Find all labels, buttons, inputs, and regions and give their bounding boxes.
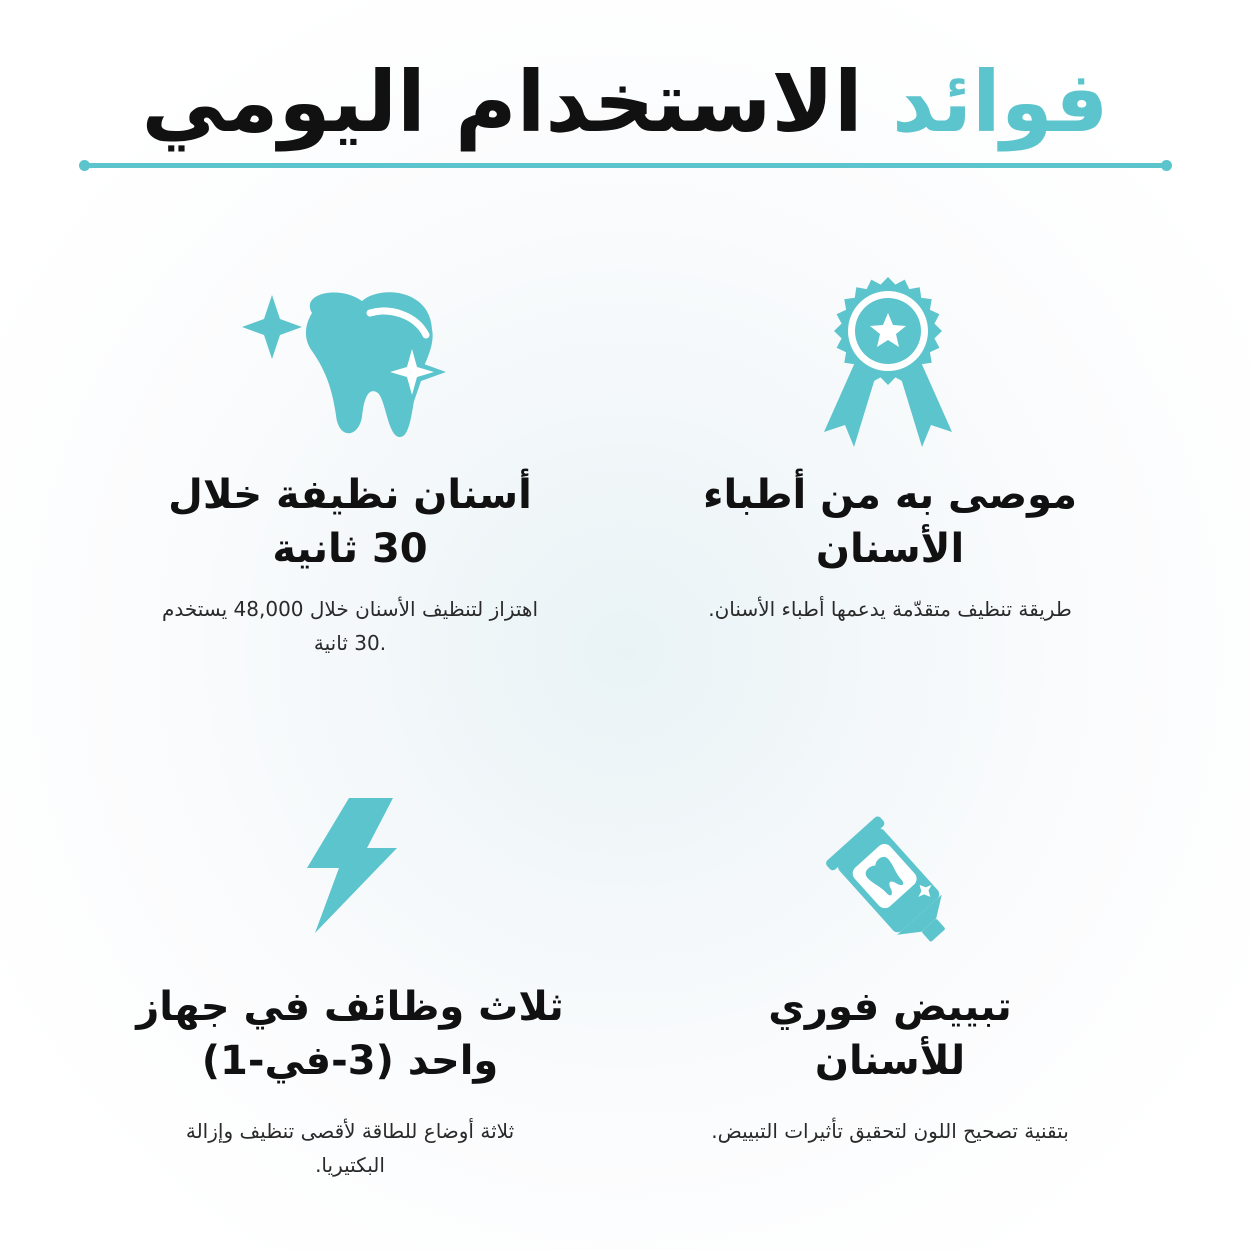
- divider-dot-left: [79, 160, 90, 171]
- card-desc-line: طريقة تنظيف متقدّمة يدعمها أطباء الأسنان.: [708, 597, 1072, 621]
- card-desc-line: بتقنية تصحيح اللون لتحقيق تأثيرات التبييض.: [711, 1119, 1069, 1143]
- card-title-three-in-one: [110, 980, 590, 1088]
- card-desc-line: اهتزاز لتنظيف الأسنان خلال 48,000 يستخدم: [161, 597, 539, 621]
- card-desc-line: ثلاثة أوضاع للطاقة لأقصى تنظيف وإزالة: [185, 1119, 515, 1143]
- card-title-clean-teeth: [120, 468, 580, 576]
- card-title-line: ثلاث وظائف في جهاز: [136, 984, 564, 1030]
- page-title-main: الاستخدام اليومي: [141, 53, 863, 151]
- card-title-line: واحد (3-في-1): [201, 1038, 499, 1084]
- card-desc-clean-teeth: [100, 592, 600, 660]
- card-title-dentist: [660, 468, 1120, 576]
- title-divider: [84, 163, 1167, 168]
- card-desc-line: البكتيريا.: [315, 1153, 385, 1177]
- sparkling-tooth-icon: [240, 285, 450, 440]
- award-ribbon-icon: [818, 275, 958, 455]
- card-desc-whitening: [650, 1114, 1130, 1148]
- card-desc-three-in-one: [130, 1114, 570, 1182]
- card-title-line: موصى به من أطباء: [703, 472, 1077, 518]
- card-desc-line: .30 ثانية: [313, 631, 387, 655]
- toothpaste-tube-icon: [810, 808, 970, 956]
- card-title-line: تبييض فوري: [768, 984, 1012, 1030]
- page-title: [0, 42, 1250, 162]
- lightning-bolt-icon: [303, 798, 398, 933]
- card-title-whitening: [660, 980, 1120, 1088]
- divider-dot-right: [1161, 160, 1172, 171]
- card-desc-dentist: [650, 592, 1130, 626]
- page-title-accent: فوائد: [891, 53, 1109, 151]
- card-title-line: الأسنان: [815, 526, 965, 572]
- card-title-line: 30 ثانية: [272, 526, 428, 572]
- card-title-line: أسنان نظيفة خلال: [168, 472, 532, 518]
- card-title-line: للأسنان: [814, 1038, 966, 1084]
